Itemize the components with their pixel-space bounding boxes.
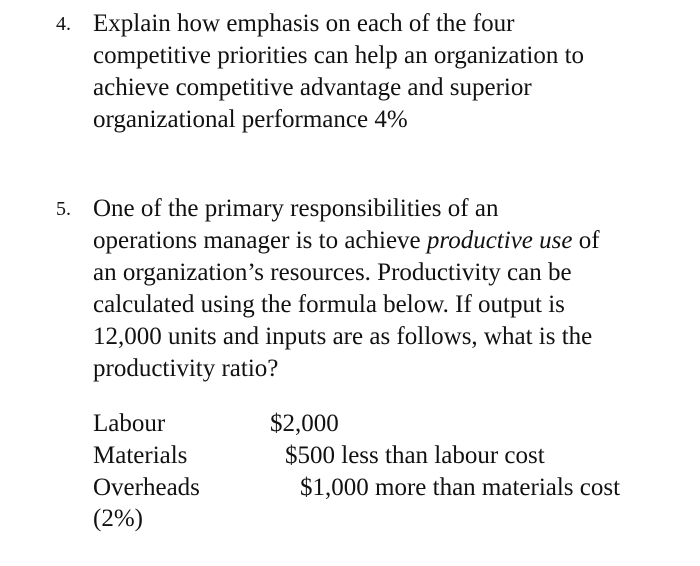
input-value-labour: $2,000 bbox=[270, 410, 339, 437]
question-5-number: 5. bbox=[56, 198, 71, 220]
input-label-materials: Materials bbox=[93, 442, 188, 469]
question-5-line-6: productivity ratio? bbox=[93, 355, 279, 382]
input-label-overheads: Overheads bbox=[93, 474, 200, 501]
question-4-line-4: organizational performance 4% bbox=[93, 106, 408, 133]
question-4-line-2: competitive priorities can help an organization to bbox=[93, 42, 585, 69]
productive-use-emphasis: productive use bbox=[426, 227, 573, 254]
question-4-line-3: achieve competitive advantage and superior bbox=[93, 74, 532, 101]
question-5-line-4: calculated using the formula below. If output is bbox=[93, 291, 565, 318]
question-4-line-1: Explain how emphasis on each of the four bbox=[93, 10, 515, 37]
question-5-line-2-end: of bbox=[572, 227, 600, 254]
question-5-line-2-start: operations manager is to achieve bbox=[93, 227, 427, 254]
question-5-line-1: One of the primary responsibilities of an bbox=[93, 195, 499, 222]
input-label-labour: Labour bbox=[93, 410, 166, 437]
question-5-line-2 bbox=[93, 225, 600, 257]
question-5-marks: (2%) bbox=[93, 505, 143, 532]
input-value-overheads: $1,000 more than materials cost bbox=[300, 474, 621, 501]
question-5-line-3: an organization’s resources. Productivity can be bbox=[93, 259, 572, 286]
input-value-materials: $500 less than labour cost bbox=[285, 442, 545, 469]
question-5-line-5: 12,000 units and inputs are as follows, what is the bbox=[93, 323, 593, 350]
question-4-number: 4. bbox=[56, 13, 71, 35]
